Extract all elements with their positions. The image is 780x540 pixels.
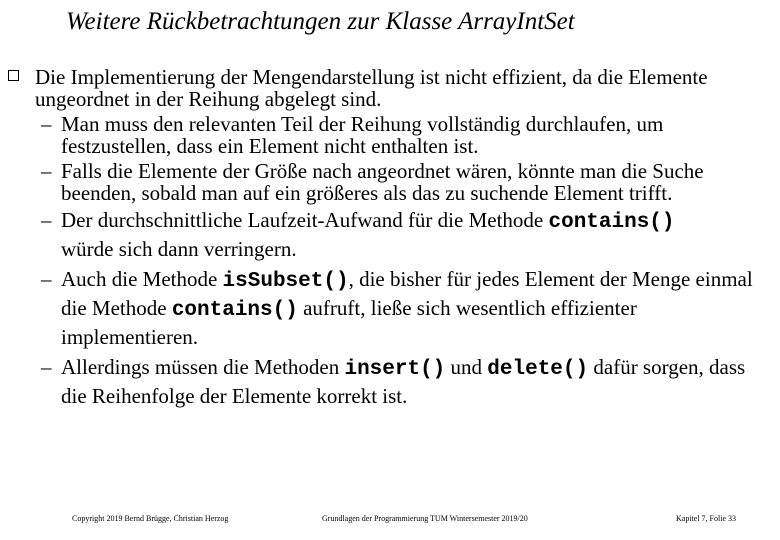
slide-title: Weitere Rückbetrachtungen zur Klasse ArrayIntSet [66,8,575,35]
code-contains: contains() [171,299,298,322]
sub-point-5 [0,354,776,410]
sub-point-text: Man muss den relevanten Teil der Reihung vollständig durchlaufen, um festzustellen, dass ein Element nicht enthalten ist. [61,112,664,158]
footer-course: Grundlagen der Programmierung TUM Wintersemester 2019/20 [322,514,528,523]
code-issubset: isSubset() [222,270,349,293]
dash-marker: – [41,267,52,291]
main-bullet-point [0,66,725,110]
code-delete: delete() [487,358,589,381]
sub-point-text: , die bisher für jedes Element der Menge einmal die Methode [61,267,753,320]
dash-marker: – [41,159,52,183]
sub-point-3 [0,207,776,263]
sub-point-1 [0,113,776,157]
sub-point-2 [0,160,776,204]
slide-content [0,66,780,410]
dash-marker: – [41,355,52,379]
square-bullet-icon [8,70,19,81]
footer-slide-number: Kapitel 7, Folie 33 [676,514,736,523]
sub-point-text: Allerdings müssen die Methoden [61,355,340,379]
sub-point-text: aufruft, ließe sich wesentlich effizienter implementieren. [61,296,637,349]
sub-point-text: dafür sorgen, dass die Reihenfolge der Elemente korrekt ist. [61,355,746,408]
dash-marker: – [41,112,52,136]
main-point-text: Die Implementierung der Mengendarstellung ist nicht effizient, da die Elemente ungeordnet in der Reihung abgelegt sind. [35,65,708,111]
sub-point-4 [0,266,776,351]
sub-point-text: Falls die Elemente der Größe nach angeordnet wären, könnte man die Suche beenden, sobald man auf ein größeres als das zu suchende Element trifft. [61,159,704,205]
sub-point-text: Der durchschnittliche Laufzeit-Aufwand für die Methode [61,208,544,232]
code-contains: contains() [548,211,675,234]
sub-point-text: würde sich dann verringern. [61,237,297,261]
sub-point-text: und [450,355,483,379]
code-insert: insert() [344,358,446,381]
footer-copyright: Copyright 2019 Bernd Brügge, Christian Herzog [72,514,229,523]
dash-marker: – [41,208,52,232]
sub-point-text: Auch die Methode [61,267,218,291]
